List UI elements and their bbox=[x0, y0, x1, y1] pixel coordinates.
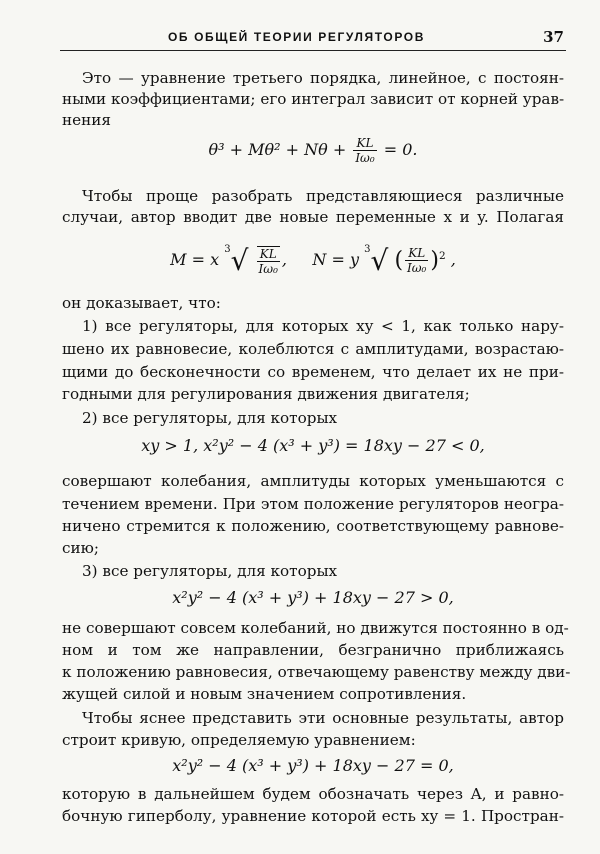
text-line: совершают колебания, амплитуды которых уменьшаются с bbox=[62, 472, 564, 490]
text-line: жущей силой и новым значением сопротивления. bbox=[62, 685, 467, 703]
text-line: течением времени. При этом положение регуляторов неогра- bbox=[62, 495, 564, 513]
fraction-numerator: KL bbox=[353, 136, 376, 151]
equation-substitution: M = x $^3$√ $\frac{KL}{\text{Iω₀}}$ , N = y $^3$√ ( $\frac{KL}{\text{Iω₀}}$ )$^2$ , bbox=[170, 244, 456, 277]
text-line: он доказывает, что: bbox=[62, 294, 221, 312]
text-line: 1) все регуляторы, для которых xy < 1, как только нару- bbox=[82, 317, 564, 335]
equation-part: M = x bbox=[170, 250, 220, 269]
root-index: 3 bbox=[364, 244, 371, 255]
radical-sign: √ bbox=[230, 244, 249, 277]
text-line: Чтобы проще разобрать представляющиеся различные bbox=[82, 187, 564, 205]
root-index: 3 bbox=[224, 244, 231, 255]
text-line: не совершают совсем колебаний, но движутся постоянно в од- bbox=[62, 619, 569, 637]
text-line: строит кривую, определяемую уравнением: bbox=[62, 731, 416, 749]
text-line: нения bbox=[62, 111, 111, 129]
running-title: ОБ ОБЩЕЙ ТЕОРИИ РЕГУЛЯТОРОВ bbox=[168, 30, 425, 44]
text-line: годными для регулирования движения двигателя; bbox=[62, 385, 470, 403]
fraction bbox=[405, 246, 428, 275]
text-line: которую в дальнейшем будем обозначать через A, и равно- bbox=[62, 785, 564, 803]
text-line: сию; bbox=[62, 539, 99, 557]
text-line: Это — уравнение третьего порядка, линейное, с постоян- bbox=[82, 69, 564, 87]
page-number: 37 bbox=[543, 28, 564, 46]
fraction bbox=[353, 136, 376, 165]
text-line: ном и том же направлении, безгранично приближаясь bbox=[62, 641, 564, 659]
text-line: 2) все регуляторы, для которых bbox=[82, 409, 338, 427]
equation-characteristic bbox=[62, 136, 564, 165]
fraction-numerator: KL bbox=[257, 247, 280, 262]
text-line: шено их равновесие, колеблются с амплитудами, возрастаю- bbox=[62, 340, 564, 358]
equation-part: = 0. bbox=[383, 140, 418, 159]
fraction-numerator: KL bbox=[405, 246, 428, 261]
equation-curve-a: x²y² − 4 (x³ + y³) + 18xy − 27 = 0, bbox=[172, 756, 454, 775]
fraction bbox=[257, 246, 280, 276]
running-header bbox=[60, 28, 566, 51]
text-line: щими до бесконечности со временем, что делает их не при- bbox=[62, 363, 564, 381]
equation-part: N = y bbox=[312, 250, 360, 269]
equation-condition-2: xy > 1, x²y² − 4 (x³ + y³) = 18xy − 27 < 0, bbox=[141, 436, 485, 455]
radical-sign: √ bbox=[370, 244, 389, 277]
equation-part: θ³ + Mθ² + Nθ + bbox=[208, 140, 352, 159]
fraction-denominator: Iω₀ bbox=[407, 261, 427, 275]
equation-part: , bbox=[450, 250, 456, 269]
text-line: Чтобы яснее представить эти основные результаты, автор bbox=[82, 709, 564, 727]
fraction-denominator: Iω₀ bbox=[258, 261, 278, 276]
text-line: ничено стремится к положению, соответствующему равнове- bbox=[62, 517, 564, 535]
text-line: бочную гиперболу, уравнение которой есть xy = 1. Простран- bbox=[62, 807, 564, 825]
fraction-denominator: Iω₀ bbox=[355, 151, 375, 165]
text-line: к положению равновесия, отвечающему равенству между дви- bbox=[62, 663, 571, 681]
equation-condition-3: x²y² − 4 (x³ + y³) + 18xy − 27 > 0, bbox=[172, 588, 454, 607]
text-line: случаи, автор вводит две новые переменные x и y. Полагая bbox=[62, 208, 564, 226]
text-line: ными коэффициентами; его интеграл зависит от корней урав- bbox=[62, 90, 565, 108]
text-line: 3) все регуляторы, для которых bbox=[82, 562, 338, 580]
